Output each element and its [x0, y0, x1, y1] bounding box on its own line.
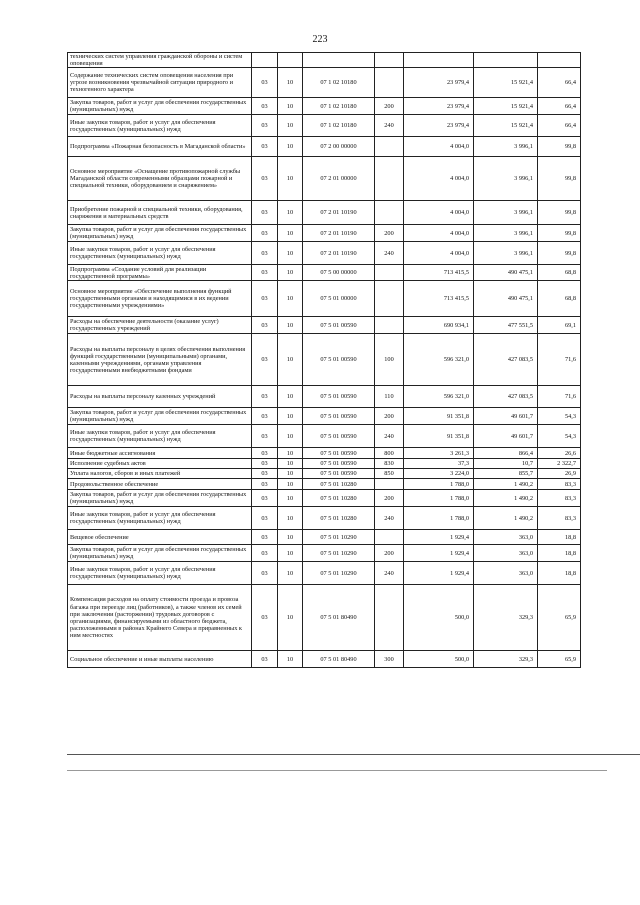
cell-expense-type: 240: [375, 562, 404, 585]
cell-percent: 99,8: [538, 137, 581, 157]
cell-section: 03: [252, 469, 278, 479]
table-row: [68, 281, 581, 317]
cell-subsection: 10: [278, 490, 303, 507]
cell-executed: 15 921,4: [474, 98, 538, 115]
cell-section: 03: [252, 408, 278, 425]
cell-planned: 3 224,0: [404, 469, 474, 479]
cell-name: Расходы на обеспечение деятельности (оказание услуг) государственных учреждений: [68, 317, 252, 334]
cell-planned: 4 004,0: [404, 157, 474, 201]
cell-executed: 3 996,1: [474, 157, 538, 201]
cell-section: 03: [252, 225, 278, 242]
cell-planned: 500,0: [404, 651, 474, 668]
cell-subsection: 10: [278, 265, 303, 281]
cell-expense-type: [375, 479, 404, 490]
cell-planned: 1 929,4: [404, 562, 474, 585]
table-row: [68, 469, 581, 479]
cell-executed: 363,0: [474, 562, 538, 585]
cell-executed: 1 490,2: [474, 490, 538, 507]
cell-name: Иные закупки товаров, работ и услуг для обеспечения государственных (муниципальных) нужд: [68, 425, 252, 448]
table-row: [68, 459, 581, 469]
cell-percent: 66,4: [538, 68, 581, 98]
cell-subsection: 10: [278, 459, 303, 469]
cell-expense-type: 300: [375, 651, 404, 668]
cell-percent: 2 322,7: [538, 459, 581, 469]
cell-executed: 49 601,7: [474, 425, 538, 448]
cell-expense-type: [375, 68, 404, 98]
cell-executed: 3 996,1: [474, 242, 538, 265]
cell-name: Иные закупки товаров, работ и услуг для обеспечения государственных (муниципальных) нужд: [68, 507, 252, 530]
budget-table: [67, 52, 581, 668]
cell-section: 03: [252, 386, 278, 408]
cell-name: Закупка товаров, работ и услуг для обеспечения государственных (муниципальных) нужд: [68, 545, 252, 562]
cell-expense-type: 830: [375, 459, 404, 469]
cell-expense-type: [375, 137, 404, 157]
cell-section: 03: [252, 157, 278, 201]
cell-executed: 10,7: [474, 459, 538, 469]
cell-planned: 713 415,5: [404, 265, 474, 281]
cell-subsection: 10: [278, 281, 303, 317]
cell-planned: 4 004,0: [404, 225, 474, 242]
cell-name: Закупка товаров, работ и услуг для обеспечения государственных (муниципальных) нужд: [68, 98, 252, 115]
cell-name: Расходы на выплаты персоналу в целях обеспечения выполнения функций государственными (муниципальными) органами, казенными учреждениями, органами управления государственными внебюджетными фондами: [68, 334, 252, 386]
cell-percent: 99,8: [538, 157, 581, 201]
cell-planned: 91 351,8: [404, 408, 474, 425]
cell-subsection: 10: [278, 585, 303, 651]
cell-section: 03: [252, 425, 278, 448]
cell-planned: 713 415,5: [404, 281, 474, 317]
cell-name: Уплата налогов, сборов и иных платежей: [68, 469, 252, 479]
cell-percent: 71,6: [538, 386, 581, 408]
cell-target-article: 07 5 01 00590: [303, 334, 375, 386]
cell-planned: 500,0: [404, 585, 474, 651]
cell-executed: 49 601,7: [474, 408, 538, 425]
cell-section: 03: [252, 68, 278, 98]
cell-name: технических систем управления гражданской обороны и систем оповещения: [68, 53, 252, 68]
cell-percent: 26,9: [538, 469, 581, 479]
cell-planned: 23 979,4: [404, 98, 474, 115]
cell-name: Закупка товаров, работ и услуг для обеспечения государственных (муниципальных) нужд: [68, 225, 252, 242]
cell-expense-type: 800: [375, 448, 404, 459]
cell-percent: 18,8: [538, 562, 581, 585]
table-row: [68, 317, 581, 334]
cell-name: Закупка товаров, работ и услуг для обеспечения государственных (муниципальных) нужд: [68, 490, 252, 507]
cell-subsection: 10: [278, 425, 303, 448]
cell-subsection: 10: [278, 386, 303, 408]
table-row: [68, 265, 581, 281]
cell-executed: 15 921,4: [474, 115, 538, 137]
cell-percent: 83,3: [538, 507, 581, 530]
cell-target-article: 07 2 00 00000: [303, 137, 375, 157]
cell-executed: 427 083,5: [474, 386, 538, 408]
cell-section: 03: [252, 530, 278, 545]
cell-target-article: 07 5 01 00000: [303, 281, 375, 317]
cell-planned: 37,3: [404, 459, 474, 469]
cell-executed: 427 083,5: [474, 334, 538, 386]
cell-name: Иные закупки товаров, работ и услуг для обеспечения государственных (муниципальных) нужд: [68, 242, 252, 265]
cell-name: Основное мероприятие «Оснащение противопожарной службы Магаданской области современными образцами пожарной и специальной техники, оборудованием и снаряжением»: [68, 157, 252, 201]
cell-subsection: 10: [278, 225, 303, 242]
cell-planned: 91 351,8: [404, 425, 474, 448]
cell-percent: 99,8: [538, 242, 581, 265]
cell-planned: 4 004,0: [404, 137, 474, 157]
cell-target-article: 07 5 01 00590: [303, 317, 375, 334]
cell-name: Подпрограмма «Пожарная безопасность в Магаданской области»: [68, 137, 252, 157]
cell-name: Основное мероприятие «Обеспечение выполнения функций государственными органами и находящимися в их ведении государственными учреждениями»: [68, 281, 252, 317]
table-row: [68, 242, 581, 265]
separator-line: [67, 754, 640, 755]
cell-subsection: 10: [278, 479, 303, 490]
table-row: [68, 157, 581, 201]
cell-executed: 866,4: [474, 448, 538, 459]
cell-planned: 23 979,4: [404, 115, 474, 137]
cell-subsection: 10: [278, 408, 303, 425]
page-number: 223: [312, 34, 328, 45]
cell-target-article: 07 1 02 10180: [303, 115, 375, 137]
cell-planned: [404, 53, 474, 68]
cell-percent: 99,8: [538, 201, 581, 225]
cell-target-article: 07 2 01 10190: [303, 225, 375, 242]
table-row: [68, 507, 581, 530]
cell-section: 03: [252, 490, 278, 507]
cell-target-article: 07 5 01 10280: [303, 479, 375, 490]
cell-expense-type: [375, 281, 404, 317]
cell-name: Иные закупки товаров, работ и услуг для обеспечения государственных (муниципальных) нужд: [68, 562, 252, 585]
cell-expense-type: 200: [375, 225, 404, 242]
cell-section: 03: [252, 448, 278, 459]
cell-section: 03: [252, 651, 278, 668]
table-body: [68, 53, 581, 668]
cell-subsection: 10: [278, 545, 303, 562]
cell-executed: 490 475,1: [474, 281, 538, 317]
cell-expense-type: 240: [375, 425, 404, 448]
cell-name: Вещевое обеспечение: [68, 530, 252, 545]
cell-percent: [538, 53, 581, 68]
cell-target-article: 07 5 01 80490: [303, 585, 375, 651]
cell-executed: 3 996,1: [474, 225, 538, 242]
cell-subsection: 10: [278, 530, 303, 545]
table-row: [68, 68, 581, 98]
cell-expense-type: 110: [375, 386, 404, 408]
cell-executed: 477 551,5: [474, 317, 538, 334]
cell-name: Иные бюджетные ассигнования: [68, 448, 252, 459]
cell-target-article: 07 1 02 10180: [303, 68, 375, 98]
cell-expense-type: 200: [375, 98, 404, 115]
cell-executed: 1 490,2: [474, 507, 538, 530]
cell-expense-type: 850: [375, 469, 404, 479]
cell-planned: 596 321,0: [404, 334, 474, 386]
cell-target-article: 07 5 01 10290: [303, 545, 375, 562]
cell-section: 03: [252, 265, 278, 281]
cell-planned: 23 979,4: [404, 68, 474, 98]
cell-executed: 329,3: [474, 651, 538, 668]
cell-target-article: 07 5 01 00590: [303, 448, 375, 459]
table-row: [68, 479, 581, 490]
cell-expense-type: 100: [375, 334, 404, 386]
cell-executed: 15 921,4: [474, 68, 538, 98]
cell-planned: 1 788,0: [404, 490, 474, 507]
cell-subsection: [278, 53, 303, 68]
cell-percent: 65,9: [538, 585, 581, 651]
cell-target-article: 07 1 02 10180: [303, 98, 375, 115]
cell-subsection: 10: [278, 448, 303, 459]
cell-subsection: 10: [278, 137, 303, 157]
cell-percent: 99,8: [538, 225, 581, 242]
cell-planned: 690 934,1: [404, 317, 474, 334]
cell-expense-type: 240: [375, 115, 404, 137]
cell-section: 03: [252, 479, 278, 490]
cell-name: Исполнение судебных актов: [68, 459, 252, 469]
cell-subsection: 10: [278, 507, 303, 530]
cell-expense-type: [375, 530, 404, 545]
cell-section: 03: [252, 201, 278, 225]
cell-percent: 66,4: [538, 98, 581, 115]
cell-name: Приобретение пожарной и специальной техники, оборудования, снаряжения и материальных средств: [68, 201, 252, 225]
cell-target-article: 07 5 01 00590: [303, 425, 375, 448]
cell-expense-type: [375, 53, 404, 68]
cell-section: 03: [252, 545, 278, 562]
cell-subsection: 10: [278, 201, 303, 225]
cell-name: Закупка товаров, работ и услуг для обеспечения государственных (муниципальных) нужд: [68, 408, 252, 425]
cell-target-article: 07 5 01 00590: [303, 408, 375, 425]
cell-target-article: 07 5 01 00590: [303, 386, 375, 408]
cell-planned: 1 929,4: [404, 545, 474, 562]
cell-planned: 1 929,4: [404, 530, 474, 545]
cell-expense-type: [375, 157, 404, 201]
cell-executed: 3 996,1: [474, 137, 538, 157]
cell-planned: 4 004,0: [404, 201, 474, 225]
cell-planned: 1 788,0: [404, 479, 474, 490]
cell-expense-type: 200: [375, 490, 404, 507]
table-row: [68, 225, 581, 242]
cell-executed: [474, 53, 538, 68]
cell-section: 03: [252, 334, 278, 386]
cell-executed: 329,3: [474, 585, 538, 651]
cell-name: Иные закупки товаров, работ и услуг для обеспечения государственных (муниципальных) нужд: [68, 115, 252, 137]
table-row: [68, 490, 581, 507]
cell-target-article: 07 5 00 00000: [303, 265, 375, 281]
cell-planned: 1 788,0: [404, 507, 474, 530]
table-row: [68, 585, 581, 651]
table-row: [68, 334, 581, 386]
cell-percent: 71,6: [538, 334, 581, 386]
cell-section: 03: [252, 507, 278, 530]
cell-expense-type: 240: [375, 507, 404, 530]
cell-target-article: [303, 53, 375, 68]
cell-percent: 69,1: [538, 317, 581, 334]
cell-section: 03: [252, 137, 278, 157]
table-row: [68, 386, 581, 408]
cell-target-article: 07 5 01 00590: [303, 459, 375, 469]
cell-section: 03: [252, 242, 278, 265]
table-row: [68, 98, 581, 115]
cell-target-article: 07 2 01 00000: [303, 157, 375, 201]
cell-percent: 83,3: [538, 479, 581, 490]
cell-expense-type: 200: [375, 408, 404, 425]
cell-percent: 66,4: [538, 115, 581, 137]
table-row: [68, 408, 581, 425]
cell-executed: 3 996,1: [474, 201, 538, 225]
cell-section: 03: [252, 317, 278, 334]
table-row: [68, 448, 581, 459]
table-row: [68, 651, 581, 668]
table-row: [68, 137, 581, 157]
cell-subsection: 10: [278, 562, 303, 585]
cell-subsection: 10: [278, 334, 303, 386]
cell-subsection: 10: [278, 115, 303, 137]
cell-percent: 68,8: [538, 281, 581, 317]
cell-target-article: 07 2 01 10190: [303, 242, 375, 265]
cell-planned: 596 321,0: [404, 386, 474, 408]
table-row: [68, 425, 581, 448]
cell-subsection: 10: [278, 68, 303, 98]
cell-subsection: 10: [278, 469, 303, 479]
cell-subsection: 10: [278, 98, 303, 115]
cell-executed: 363,0: [474, 545, 538, 562]
cell-section: 03: [252, 585, 278, 651]
cell-expense-type: 200: [375, 545, 404, 562]
cell-subsection: 10: [278, 242, 303, 265]
cell-expense-type: 240: [375, 242, 404, 265]
cell-target-article: 07 5 01 10280: [303, 507, 375, 530]
cell-expense-type: [375, 585, 404, 651]
cell-subsection: 10: [278, 651, 303, 668]
cell-percent: 65,9: [538, 651, 581, 668]
cell-target-article: 07 5 01 10290: [303, 562, 375, 585]
cell-percent: 83,3: [538, 490, 581, 507]
cell-section: 03: [252, 459, 278, 469]
table-row: [68, 562, 581, 585]
table-row: [68, 545, 581, 562]
cell-percent: 18,8: [538, 545, 581, 562]
cell-planned: 4 004,0: [404, 242, 474, 265]
separator-line-secondary: [67, 770, 607, 771]
cell-name: Компенсация расходов на оплату стоимости проезда и провоза багажа при переезде лиц (работников), а также членов их семей при заключении (расторжении) трудовых договоров с организациями, финансируемыми из областного бюджета, расположенными в районах Крайнего Севера и приравненных к ним местностях: [68, 585, 252, 651]
cell-executed: 855,7: [474, 469, 538, 479]
cell-name: Подпрограмма «Создание условий для реализации государственной программы»: [68, 265, 252, 281]
cell-name: Продовольственное обеспечение: [68, 479, 252, 490]
cell-section: 03: [252, 98, 278, 115]
cell-executed: 490 475,1: [474, 265, 538, 281]
table-row: [68, 530, 581, 545]
cell-section: 03: [252, 281, 278, 317]
cell-subsection: 10: [278, 157, 303, 201]
cell-subsection: 10: [278, 317, 303, 334]
cell-percent: 54,3: [538, 408, 581, 425]
table-row: [68, 115, 581, 137]
table-row: [68, 201, 581, 225]
cell-percent: 26,6: [538, 448, 581, 459]
cell-target-article: 07 5 01 10290: [303, 530, 375, 545]
cell-planned: 3 261,3: [404, 448, 474, 459]
cell-section: 03: [252, 562, 278, 585]
cell-percent: 54,3: [538, 425, 581, 448]
cell-name: Расходы на выплаты персоналу казенных учреждений: [68, 386, 252, 408]
cell-percent: 68,8: [538, 265, 581, 281]
cell-expense-type: [375, 317, 404, 334]
cell-target-article: 07 5 01 00590: [303, 469, 375, 479]
cell-executed: 363,0: [474, 530, 538, 545]
cell-name: Содержание технических систем оповещения населения при угрозе возникновения чрезвычайной ситуации природного и техногенного характера: [68, 68, 252, 98]
cell-expense-type: [375, 201, 404, 225]
cell-expense-type: [375, 265, 404, 281]
cell-percent: 18,8: [538, 530, 581, 545]
cell-section: 03: [252, 115, 278, 137]
cell-name: Социальное обеспечение и иные выплаты населению: [68, 651, 252, 668]
cell-executed: 1 490,2: [474, 479, 538, 490]
cell-target-article: 07 5 01 80490: [303, 651, 375, 668]
cell-target-article: 07 5 01 10280: [303, 490, 375, 507]
cell-section: [252, 53, 278, 68]
table-row: [68, 53, 581, 68]
cell-target-article: 07 2 01 10190: [303, 201, 375, 225]
